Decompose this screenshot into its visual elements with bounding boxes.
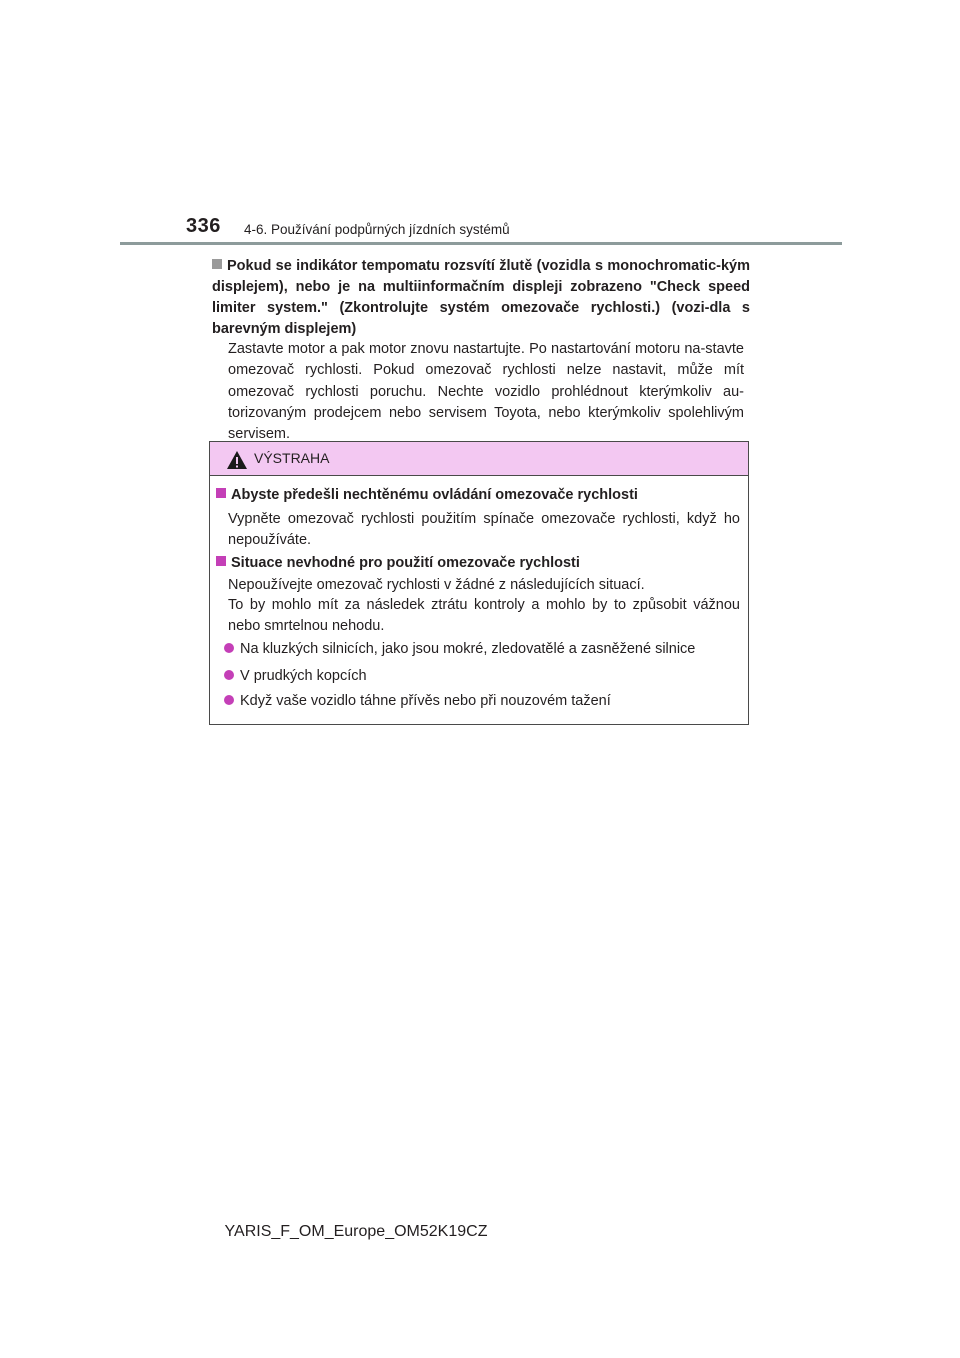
warning-triangle-icon <box>226 450 248 470</box>
grey-square-icon <box>212 259 222 269</box>
header-rule <box>120 242 842 245</box>
warning-box <box>209 441 749 725</box>
warning-item-text: Vypněte omezovač rychlosti použitím spínače omezovače rychlosti, když ho nepoužíváte. <box>228 511 740 548</box>
pink-square-icon <box>216 488 226 498</box>
warning-label: VÝSTRAHA <box>254 450 330 466</box>
bullet-dot-icon <box>224 643 234 653</box>
footer <box>0 1223 960 1241</box>
section-heading <box>212 256 750 340</box>
pink-square-icon <box>216 556 226 566</box>
footer-doc-id: YARIS_F_OM_Europe_OM52K19CZ <box>224 1223 488 1240</box>
warning-item-text: Nepoužívejte omezovač rychlosti v žádné z následujících situací. <box>228 577 645 593</box>
section-title: 4-6. Používání podpůrných jízdních systémů <box>244 222 510 237</box>
page-number: 336 <box>186 215 221 237</box>
warning-item-heading-text: Situace nevhodné pro použití omezovače rychlosti <box>231 555 580 571</box>
bullet-dot-icon <box>224 670 234 680</box>
warning-item-heading <box>216 485 756 505</box>
bullet-dot-icon <box>224 695 234 705</box>
bullet-item <box>224 639 744 659</box>
warning-item-heading-text: Abyste předešli nechtěnému ovládání omezovače rychlosti <box>231 487 638 503</box>
bullet-text: Když vaše vozidlo táhne přívěs nebo při nouzovém tažení <box>240 693 611 709</box>
bullet-item <box>224 666 744 686</box>
warning-item-text: To by mohlo mít za následek ztrátu kontroly a mohlo by to způsobit vážnou nebo smrtelnou nehodu. <box>228 597 740 634</box>
warning-header <box>210 442 748 476</box>
bullet-text: Na kluzkých silnicích, jako jsou mokré, zledovatělé a zasněžené silnice <box>240 641 696 657</box>
bullet-text: V prudkých kopcích <box>240 668 367 684</box>
warning-item-heading <box>216 553 756 573</box>
section-body: Zastavte motor a pak motor znovu nastartujte. Po nastartování motoru na-stavte omezovač rychlosti. Pokud omezovač rychlosti nelze nastavit, může mít omezovač rychlosti poruchu. Nechte vozidlo prohlédnout kterýmkoliv au-torizovaným prodejcem nebo servisem Toyota, nebo kterýmkoliv spolehlivým servisem. <box>228 341 744 443</box>
section-heading-text: Pokud se indikátor tempomatu rozsvítí žlutě (vozidla s monochromatic-kým displejem), nebo je na multiinformačním displeji zobrazeno "Check speed limiter system." (Zkontrolujte systém omezovače rychlosti.) (vozi-dla s barevným displejem) <box>212 258 750 337</box>
bullet-item <box>224 691 744 711</box>
